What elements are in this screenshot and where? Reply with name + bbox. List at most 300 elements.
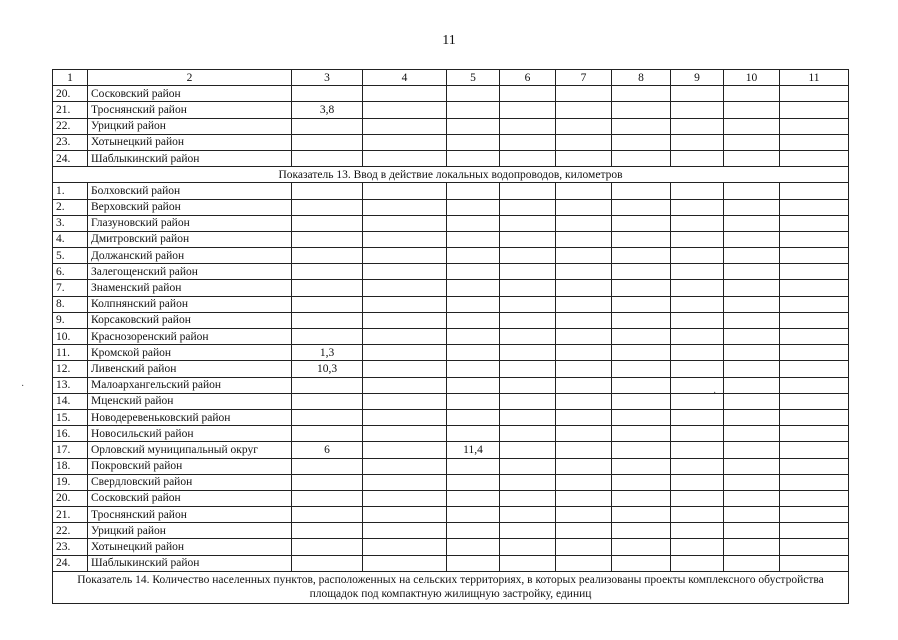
district-row [53,86,849,102]
value-cell [612,458,671,474]
value-cell [724,231,780,247]
value-cell [671,329,724,345]
column-number-header: 8 [612,70,671,86]
value-cell [671,555,724,571]
row-number: 23. [53,539,88,555]
row-number: 3. [53,215,88,231]
district-row [53,199,849,215]
row-number: 22. [53,118,88,134]
value-cell [612,118,671,134]
value-cell [612,555,671,571]
value-cell [780,361,849,377]
value-cell [724,296,780,312]
value-cell [612,426,671,442]
value-cell [556,555,612,571]
value-cell [500,523,556,539]
column-number-header: 1 [53,70,88,86]
district-name: Покровский район [88,458,292,474]
value-cell [556,231,612,247]
value-cell: 3,8 [292,102,363,118]
value-cell: 11,4 [447,442,500,458]
value-cell [780,490,849,506]
district-name: Шаблыкинский район [88,555,292,571]
value-cell: 10,3 [292,361,363,377]
value-cell [292,458,363,474]
district-name: Свердловский район [88,474,292,490]
district-row [53,264,849,280]
value-cell [671,490,724,506]
value-cell [724,329,780,345]
value-cell [447,102,500,118]
value-cell [780,215,849,231]
column-number-header: 10 [724,70,780,86]
value-cell [780,296,849,312]
value-cell [500,248,556,264]
district-name: Сосковский район [88,86,292,102]
value-cell [780,199,849,215]
value-cell [447,474,500,490]
value-cell [556,248,612,264]
column-number-header: 6 [500,70,556,86]
value-cell [556,409,612,425]
value-cell [671,426,724,442]
value-cell [724,523,780,539]
value-cell [292,474,363,490]
value-cell [292,507,363,523]
value-cell [780,458,849,474]
value-cell [556,507,612,523]
value-cell [500,442,556,458]
value-cell [363,199,447,215]
value-cell [447,134,500,150]
value-cell [363,426,447,442]
district-name: Колпнянский район [88,296,292,312]
value-cell: 1,3 [292,345,363,361]
value-cell [612,474,671,490]
value-cell [363,523,447,539]
district-row [53,361,849,377]
row-number: 21. [53,507,88,523]
value-cell [363,86,447,102]
value-cell [447,280,500,296]
value-cell [671,312,724,328]
value-cell [363,215,447,231]
district-name: Хотынецкий район [88,539,292,555]
value-cell [724,183,780,199]
district-row [53,490,849,506]
value-cell [447,118,500,134]
district-row [53,215,849,231]
district-row [53,507,849,523]
district-name: Малоархангельский район [88,377,292,393]
value-cell [671,264,724,280]
value-cell [500,409,556,425]
value-cell [724,474,780,490]
value-cell [724,280,780,296]
value-cell [363,118,447,134]
row-number: 14. [53,393,88,409]
value-cell [500,490,556,506]
value-cell [724,361,780,377]
value-cell [363,507,447,523]
value-cell [363,393,447,409]
row-number: 17. [53,442,88,458]
column-number-header: 4 [363,70,447,86]
district-row [53,393,849,409]
value-cell [500,86,556,102]
value-cell [671,150,724,166]
district-row [53,555,849,571]
district-row [53,280,849,296]
value-cell [292,183,363,199]
value-cell [671,507,724,523]
value-cell [780,264,849,280]
value-cell [724,393,780,409]
value-cell [363,555,447,571]
value-cell [612,312,671,328]
value-cell [724,86,780,102]
value-cell [363,134,447,150]
scan-speck: · [21,381,25,392]
value-cell [500,458,556,474]
value-cell [724,458,780,474]
district-row [53,458,849,474]
district-name: Троснянский район [88,102,292,118]
value-cell [292,523,363,539]
value-cell [780,118,849,134]
value-cell [780,539,849,555]
value-cell [556,199,612,215]
value-cell [363,442,447,458]
value-cell [612,393,671,409]
district-name: Дмитровский район [88,231,292,247]
value-cell [780,426,849,442]
value-cell [363,248,447,264]
value-cell [556,118,612,134]
value-cell [780,474,849,490]
value-cell [556,345,612,361]
value-cell [447,215,500,231]
value-cell [363,409,447,425]
district-name: Хотынецкий район [88,134,292,150]
value-cell [363,345,447,361]
indicator-table [52,69,849,604]
value-cell [671,231,724,247]
district-name: Ливенский район [88,361,292,377]
value-cell [363,539,447,555]
value-cell [612,523,671,539]
district-row [53,377,849,393]
value-cell [780,134,849,150]
value-cell [671,361,724,377]
district-name: Троснянский район [88,507,292,523]
value-cell [780,248,849,264]
value-cell [447,296,500,312]
value-cell [363,361,447,377]
value-cell [447,183,500,199]
column-number-header: 3 [292,70,363,86]
value-cell [500,199,556,215]
district-name: Корсаковский район [88,312,292,328]
value-cell [292,555,363,571]
value-cell [556,296,612,312]
column-number-header: 5 [447,70,500,86]
district-row [53,539,849,555]
value-cell [612,134,671,150]
value-cell [780,150,849,166]
value-cell [447,393,500,409]
row-number: 2. [53,199,88,215]
value-cell [780,280,849,296]
value-cell [447,458,500,474]
value-cell [612,86,671,102]
district-row [53,134,849,150]
value-cell [500,280,556,296]
value-cell [292,118,363,134]
district-name: Новодеревеньковский район [88,409,292,425]
value-cell [500,215,556,231]
value-cell [292,86,363,102]
value-cell [724,312,780,328]
value-cell [292,296,363,312]
value-cell [671,442,724,458]
district-name: Мценский район [88,393,292,409]
value-cell [671,280,724,296]
district-name: Знаменский район [88,280,292,296]
value-cell [363,183,447,199]
district-row [53,409,849,425]
value-cell [612,183,671,199]
row-number: 12. [53,361,88,377]
value-cell [724,345,780,361]
value-cell [292,312,363,328]
value-cell [671,215,724,231]
value-cell [671,199,724,215]
value-cell [780,329,849,345]
value-cell [556,264,612,280]
value-cell [724,555,780,571]
value-cell [292,134,363,150]
value-cell [556,183,612,199]
value-cell [447,523,500,539]
value-cell [447,555,500,571]
value-cell [671,296,724,312]
value-cell [292,231,363,247]
value-cell [292,329,363,345]
district-row [53,248,849,264]
indicator-13-heading-row [53,167,849,183]
value-cell [671,458,724,474]
value-cell [447,231,500,247]
district-row [53,150,849,166]
value-cell [500,231,556,247]
value-cell [447,539,500,555]
value-cell [292,264,363,280]
value-cell [363,280,447,296]
column-number-row [53,70,849,86]
value-cell [292,490,363,506]
value-cell [556,442,612,458]
value-cell [612,507,671,523]
value-cell [292,393,363,409]
value-cell [363,296,447,312]
value-cell [556,329,612,345]
value-cell [292,377,363,393]
value-cell [500,329,556,345]
column-number-header: 2 [88,70,292,86]
row-number: 6. [53,264,88,280]
district-row [53,523,849,539]
district-name: Болховский район [88,183,292,199]
value-cell [292,248,363,264]
value-cell [363,490,447,506]
value-cell [556,361,612,377]
value-cell [612,329,671,345]
value-cell [724,215,780,231]
row-number: 1. [53,183,88,199]
value-cell [363,312,447,328]
row-number: 15. [53,409,88,425]
district-name: Краснозоренский район [88,329,292,345]
value-cell [556,458,612,474]
row-number: 11. [53,345,88,361]
value-cell [500,264,556,280]
district-row [53,231,849,247]
value-cell [556,312,612,328]
district-name: Урицкий район [88,523,292,539]
value-cell [500,345,556,361]
value-cell [292,426,363,442]
value-cell: 6 [292,442,363,458]
value-cell [671,474,724,490]
indicator-13-heading: Показатель 13. Ввод в действие локальных водопроводов, километров [53,167,849,183]
value-cell [724,102,780,118]
district-name: Сосковский район [88,490,292,506]
value-cell [500,134,556,150]
scan-speck: · [713,388,717,399]
value-cell [780,393,849,409]
value-cell [612,150,671,166]
row-number: 19. [53,474,88,490]
value-cell [447,377,500,393]
value-cell [724,539,780,555]
row-number: 5. [53,248,88,264]
value-cell [780,102,849,118]
value-cell [724,264,780,280]
value-cell [500,361,556,377]
value-cell [671,102,724,118]
value-cell [724,248,780,264]
value-cell [363,231,447,247]
value-cell [447,264,500,280]
value-cell [556,377,612,393]
row-number: 20. [53,86,88,102]
row-number: 7. [53,280,88,296]
value-cell [724,377,780,393]
value-cell [556,86,612,102]
district-row [53,183,849,199]
value-cell [500,474,556,490]
value-cell [780,86,849,102]
row-number: 22. [53,523,88,539]
district-name: Залегощенский район [88,264,292,280]
row-number: 20. [53,490,88,506]
value-cell [447,329,500,345]
value-cell [780,442,849,458]
value-cell [671,183,724,199]
value-cell [671,523,724,539]
district-row [53,296,849,312]
value-cell [556,134,612,150]
value-cell [363,474,447,490]
value-cell [612,409,671,425]
value-cell [500,102,556,118]
value-cell [447,312,500,328]
district-name: Должанский район [88,248,292,264]
value-cell [447,409,500,425]
district-row [53,329,849,345]
value-cell [780,183,849,199]
value-cell [447,199,500,215]
value-cell [671,345,724,361]
value-cell [556,102,612,118]
row-number: 21. [53,102,88,118]
value-cell [724,409,780,425]
value-cell [500,393,556,409]
row-number: 13. [53,377,88,393]
value-cell [292,409,363,425]
value-cell [724,442,780,458]
value-cell [500,118,556,134]
value-cell [724,507,780,523]
district-name: Верховский район [88,199,292,215]
value-cell [556,393,612,409]
district-name: Орловский муниципальный округ [88,442,292,458]
row-number: 23. [53,134,88,150]
district-name: Кромской район [88,345,292,361]
value-cell [500,312,556,328]
value-cell [500,539,556,555]
value-cell [780,523,849,539]
value-cell [612,102,671,118]
value-cell [500,296,556,312]
column-number-header: 11 [780,70,849,86]
value-cell [500,555,556,571]
value-cell [671,118,724,134]
district-row [53,312,849,328]
value-cell [500,150,556,166]
value-cell [363,102,447,118]
value-cell [447,150,500,166]
value-cell [780,312,849,328]
value-cell [612,264,671,280]
value-cell [671,86,724,102]
value-cell [780,231,849,247]
value-cell [724,426,780,442]
value-cell [363,264,447,280]
value-cell [363,329,447,345]
row-number: 18. [53,458,88,474]
value-cell [500,507,556,523]
row-number: 24. [53,555,88,571]
value-cell [292,215,363,231]
value-cell [671,409,724,425]
value-cell [447,507,500,523]
value-cell [363,377,447,393]
column-number-header: 9 [671,70,724,86]
district-name: Шаблыкинский район [88,150,292,166]
row-number: 16. [53,426,88,442]
